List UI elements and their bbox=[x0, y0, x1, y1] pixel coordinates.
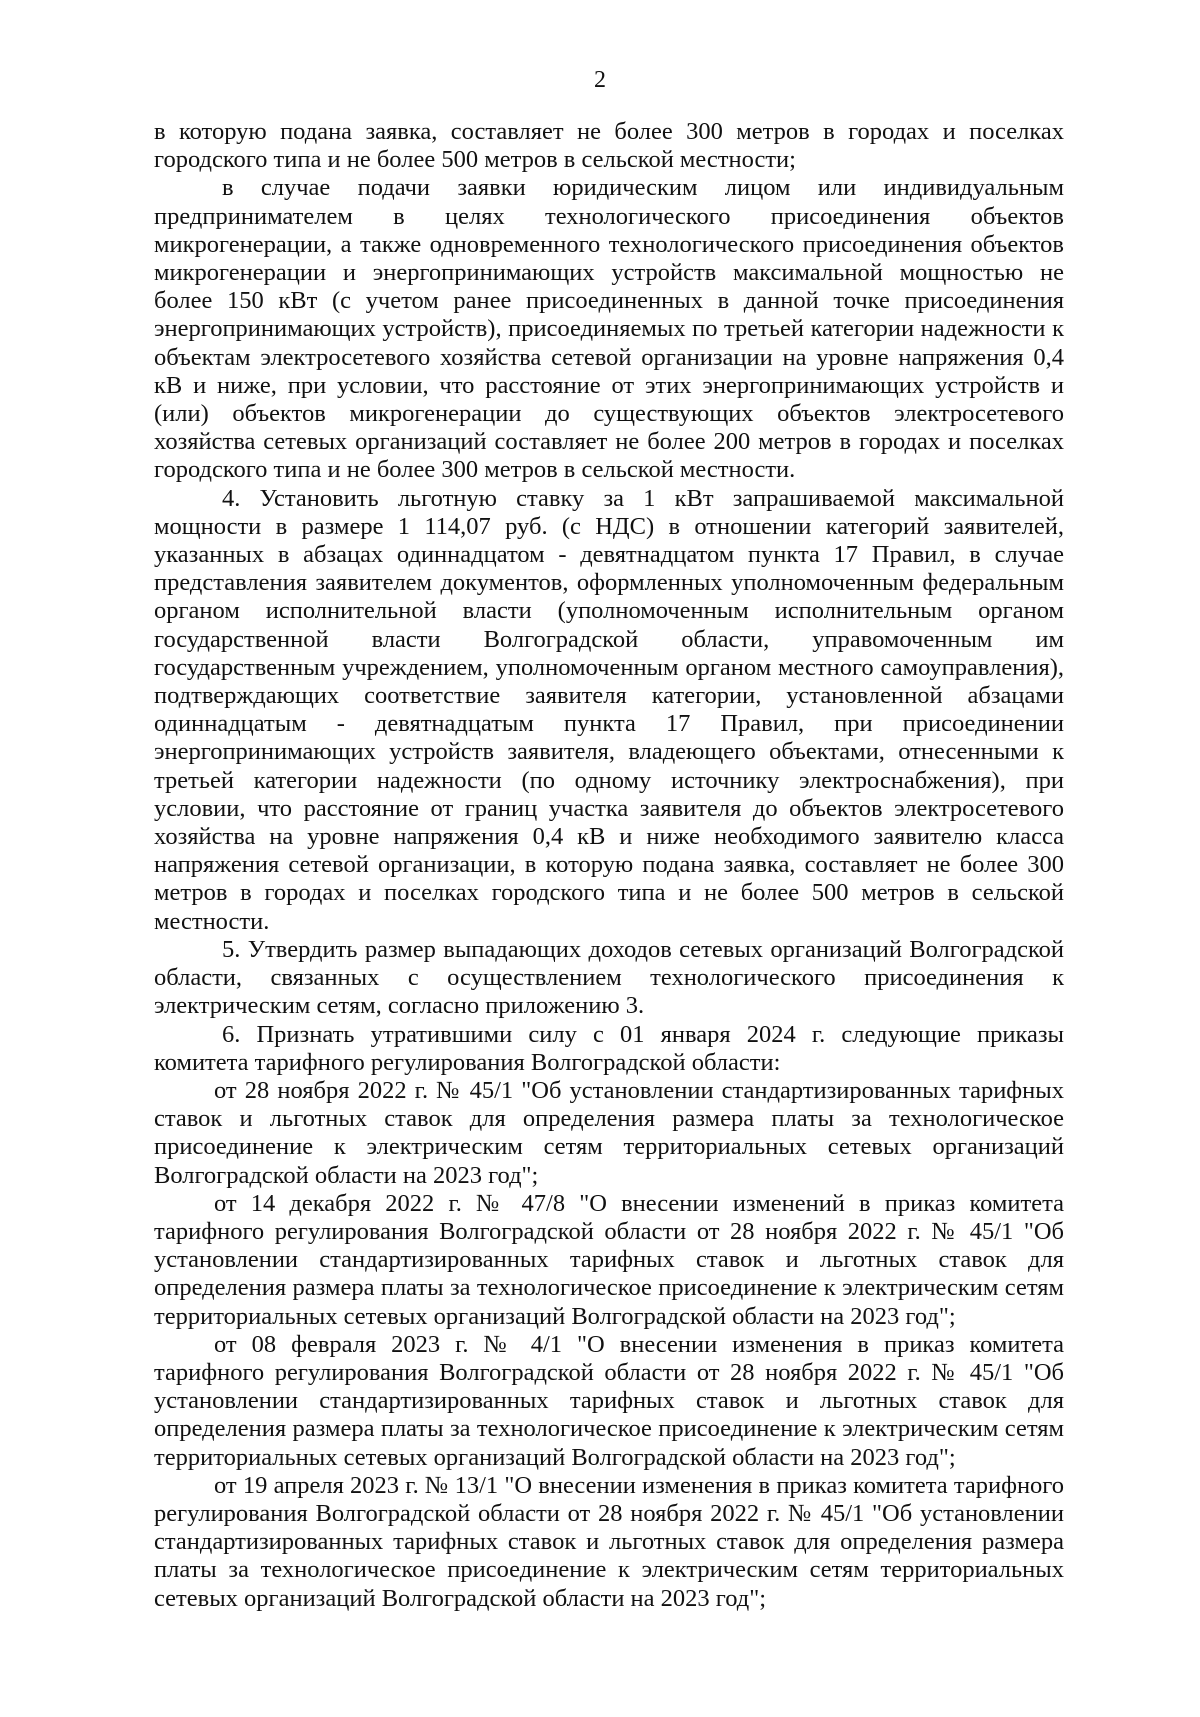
paragraph-item-6: 6. Признать утратившими силу с 01 января 2024 г. следующие приказы комитета тарифного регулирования Волгоградской области: bbox=[154, 1020, 1064, 1076]
paragraph-item-5: 5. Утвердить размер выпадающих доходов сетевых организаций Волгоградской области, связанных с осуществлением технологического присоединения к электрическим сетям, согласно приложению 3. bbox=[154, 935, 1064, 1020]
paragraph-order-4-1: от 08 февраля 2023 г. № 4/1 "О внесении изменения в приказ комитета тарифного регулирования Волгоградской области от 28 ноября 2022 г. № 45/1 "Об установлении стандартизированных тарифных ставок и льготных ставок для определения размера платы за технологическое присоединение к электрическим сетям территориальных сетевых организаций Волгоградской области на 2023 год"; bbox=[154, 1330, 1064, 1471]
paragraph-order-45-1: от 28 ноября 2022 г. № 45/1 "Об установлении стандартизированных тарифных ставок и льготных ставок для определения размера платы за технологическое присоединение к электрическим сетям территориальных сетевых организаций Волгоградской области на 2023 год"; bbox=[154, 1076, 1064, 1189]
paragraph-continuation: в которую подана заявка, составляет не более 300 метров в городах и поселках городского типа и не более 500 метров в сельской местности; bbox=[154, 118, 1064, 174]
page-number: 2 bbox=[594, 67, 606, 93]
paragraph-item-4: 4. Установить льготную ставку за 1 кВт запрашиваемой максимальной мощности в размере 1 114,07 руб. (с НДС) в отношении категорий заявителей, указанных в абзацах одиннадцатом - девятнадцатом пункта 17 Правил, в случае представления заявителем документов, оформленных уполномоченным федеральным органом исполнительной власти (уполномоченным исполнительным органом государственной власти Волгоградской области, управомоченным им государственным учреждением, уполномоченным органом местного самоуправления), подтверждающих соответствие заявителя категории, установленной абзацами одиннадцатым - девятнадцатым пункта 17 Правил, при присоединении энергопринимающих устройств заявителя, владеющего объектами, отнесенными к третьей категории надежности (по одному источнику электроснабжения), при условии, что расстояние от границ участка заявителя до объектов электросетевого хозяйства на уровне напряжения 0,4 кВ и ниже необходимого заявителю класса напряжения сетевой организации, в которую подана заявка, составляет не более 300 метров в городах и поселках городского типа и не более 500 метров в сельской местности. bbox=[154, 484, 1064, 935]
paragraph-legal-entity-case: в случае подачи заявки юридическим лицом или индивидуальным предпринимателем в целях технологического присоединения объектов микрогенерации, а также одновременного технологического присоединения объектов микрогенерации и энергопринимающих устройств максимальной мощностью не более 150 кВт (с учетом ранее присоединенных в данной точке присоединения энергопринимающих устройств), присоединяемых по третьей категории надежности к объектам электросетевого хозяйства сетевой организации на уровне напряжения 0,4 кВ и ниже, при условии, что расстояние от этих энергопринимающих устройств и (или) объектов микрогенерации до существующих объектов электросетевого хозяйства сетевых организаций составляет не более 200 метров в городах и поселках городского типа и не более 300 метров в сельской местности. bbox=[154, 174, 1064, 484]
paragraph-order-13-1: от 19 апреля 2023 г. № 13/1 "О внесении изменения в приказ комитета тарифного регулирования Волгоградской области от 28 ноября 2022 г. № 45/1 "Об установлении стандартизированных тарифных ставок и льготных ставок для определения размера платы за технологическое присоединение к электрическим сетям территориальных сетевых организаций Волгоградской области на 2023 год"; bbox=[154, 1471, 1064, 1612]
document-body bbox=[154, 118, 1064, 1613]
paragraph-order-47-8: от 14 декабря 2022 г. № 47/8 "О внесении изменений в приказ комитета тарифного регулирования Волгоградской области от 28 ноября 2022 г. № 45/1 "Об установлении стандартизированных тарифных ставок и льготных ставок для определения размера платы за технологическое присоединение к электрическим сетям территориальных сетевых организаций Волгоградской области на 2023 год"; bbox=[154, 1189, 1064, 1330]
